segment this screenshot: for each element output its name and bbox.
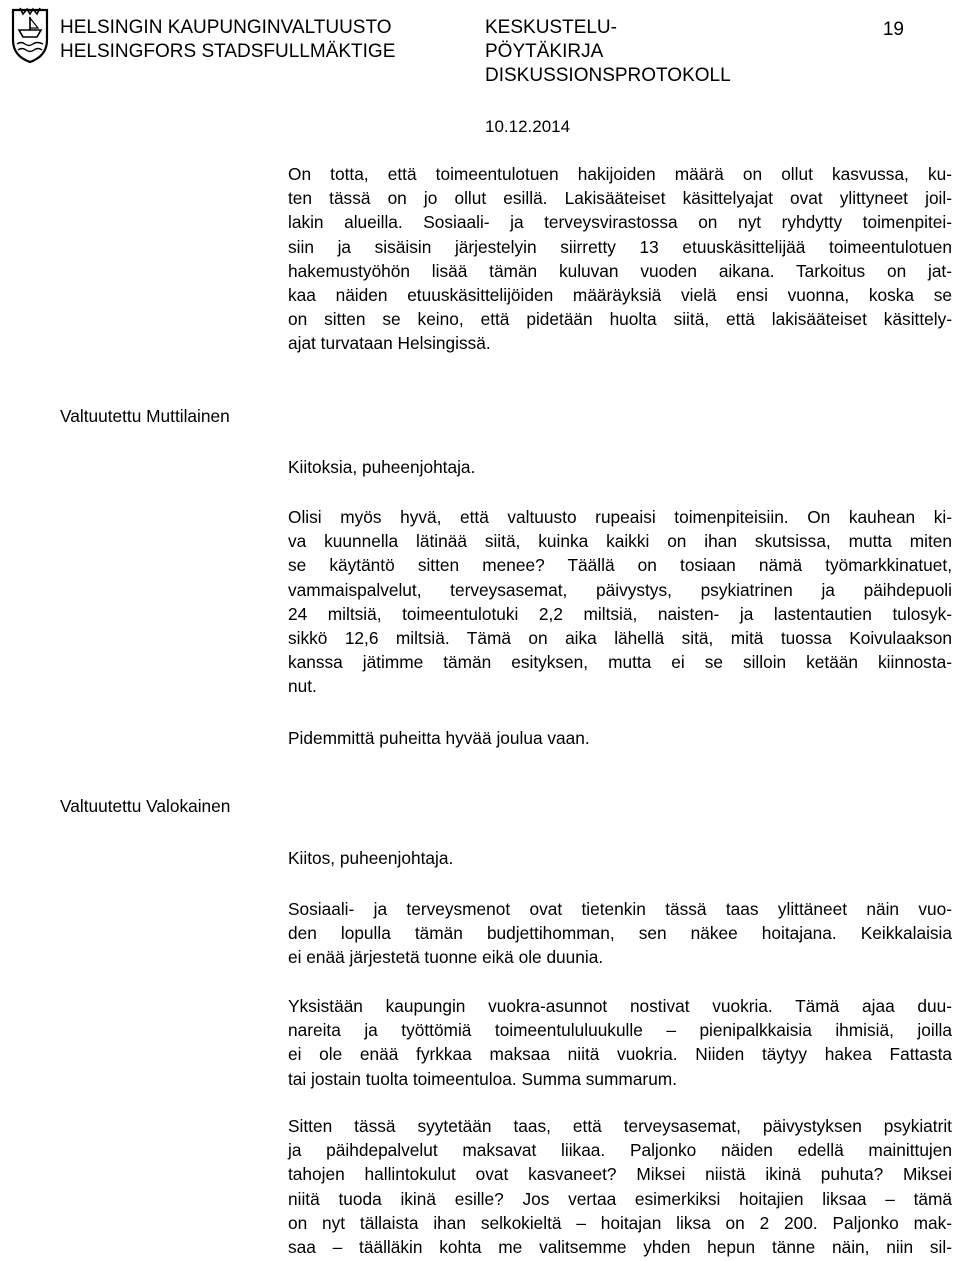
speaker-muttilainen: Valtuutettu Muttilainen: [60, 406, 230, 426]
text-line: ja päihdepalvelut maksavat liikaa. Paljonko näiden edellä mainittujen: [288, 1140, 952, 1161]
text-line: 24 miltsiä, toimeentulotuki 2,2 miltsiä, naisten- ja lastentautien tulosyk-: [288, 603, 952, 624]
text-line: on nyt tällaista ihan selkokieltä – hoitajan liksa on 2 200. Paljonko mak-: [288, 1212, 952, 1233]
text-line: vammaispalvelut, terveysasemat, päivystys, psykiatrinen ja päihdepuoli: [288, 579, 952, 600]
text-line: ei ole enää fyrkkaa maksaa niitä vuokria. Niiden täytyy hakea Fattasta: [288, 1044, 952, 1065]
paragraph-5: [288, 846, 952, 870]
text-line: Yksistään kaupungin vuokra-asunnot nostivat vuokria. Tämä ajaa duu-: [288, 996, 952, 1016]
text-line: se käytäntö sitten menee? Täällä on tosiaan nämä työmarkkinatuet,: [288, 555, 952, 576]
text-line: kaa näiden etuuskäsittelijöiden määräyksiä vielä ensi vuonna, koska se: [288, 285, 952, 306]
paragraph-7: [288, 994, 952, 1091]
paragraph-6: [288, 897, 952, 970]
paragraph-3: [288, 505, 952, 699]
page-number: 19: [882, 19, 904, 40]
text-line: va kuunnella lätinää siitä, kuinka kaikki on ihan skutsissa, mutta miten: [288, 531, 952, 552]
text-line: Olisi myös hyvä, että valtuusto rupeaisi toimenpiteisiin. On kauhean ki-: [288, 507, 952, 527]
text-line: ajat turvataan Helsingissä.: [288, 333, 491, 354]
text-line: Pidemmittä puheitta hyvää joulua vaan.: [288, 728, 590, 748]
text-line: nut.: [288, 676, 317, 697]
text-line: siin ja sisäisin järjestelyin siirretty 13 etuuskäsittelijää toimeentulotuen: [288, 236, 952, 257]
helsinki-coat-of-arms-icon: [10, 6, 50, 64]
text-line: Sosiaali- ja terveysmenot ovat tietenkin tässä taas ylittäneet näin vuo-: [288, 899, 952, 919]
text-line: On totta, että toimeentulotuen hakijoiden määrä on ollut kasvussa, ku-: [288, 164, 952, 184]
doc-type-fi-2: PÖYTÄKIRJA: [485, 41, 604, 62]
document-type: [485, 16, 731, 88]
speaker-valokainen: Valtuutettu Valokainen: [60, 796, 231, 816]
text-line: Kiitoksia, puheenjohtaja.: [288, 457, 476, 477]
text-line: Sitten tässä syytetään taas, että terveysasemat, päivystyksen psykiatrit: [288, 1116, 952, 1136]
doc-type-fi-1: KESKUSTELU-: [485, 17, 617, 38]
paragraph-2: [288, 455, 952, 479]
text-line: hakemustyöhön lisää tämän kuluvan vuoden aikana. Tarkoitus on jat-: [288, 260, 952, 281]
paragraph-8: [288, 1114, 952, 1259]
text-line: niitä tuoda ikinä esille? Jos vertaa esimerkiksi hoitajien liksaa – tämä: [288, 1188, 952, 1209]
organization-name: [60, 16, 395, 64]
text-line: sikkö 12,6 miltsiä. Tämä on aika lähellä sitä, mitä tuossa Koivulaakson: [288, 628, 952, 649]
org-name-fi: HELSINGIN KAUPUNGINVALTUUSTO: [60, 17, 392, 38]
text-line: tahojen hallintokulut ovat kasvaneet? Miksei niistä ikinä puhuta? Miksei: [288, 1164, 952, 1185]
text-line: ei enää järjestetä tuonne eikä ole duunia.: [288, 947, 604, 968]
text-line: saa – täälläkin kohta me valitsemme yhden hepun tänne näin, niin sil-: [288, 1237, 952, 1258]
doc-type-sv: DISKUSSIONSPROTOKOLL: [485, 65, 731, 86]
text-line: tai jostain tuolta toimeentuloa. Summa summarum.: [288, 1068, 677, 1089]
text-line: den lopulla tämän budjettihomman, sen näkee hoitajana. Keikkalaisia: [288, 923, 952, 944]
text-line: nareita ja työttömiä toimeentululuukulle – pienipalkkaisia ihmisiä, joilla: [288, 1020, 952, 1041]
document-date: 10.12.2014: [485, 117, 571, 136]
text-line: lakin alueilla. Sosiaali- ja terveysvirastossa on nyt ryhdytty toimenpitei-: [288, 212, 952, 233]
paragraph-4: [288, 726, 952, 750]
paragraph-1: [288, 162, 952, 356]
text-line: kanssa jätimme tämän esityksen, mutta ei se silloin ketään kiinnosta-: [288, 652, 952, 673]
text-line: ten tässä on jo ollut esillä. Lakisääteiset käsittelyajat ovat ylittyneet joil-: [288, 188, 952, 209]
text-line: on sitten se keino, että pidetään huolta siitä, että lakisääteiset käsittely-: [288, 309, 952, 330]
text-line: Kiitos, puheenjohtaja.: [288, 848, 454, 868]
org-name-sv: HELSINGFORS STADSFULLMÄKTIGE: [60, 41, 396, 62]
